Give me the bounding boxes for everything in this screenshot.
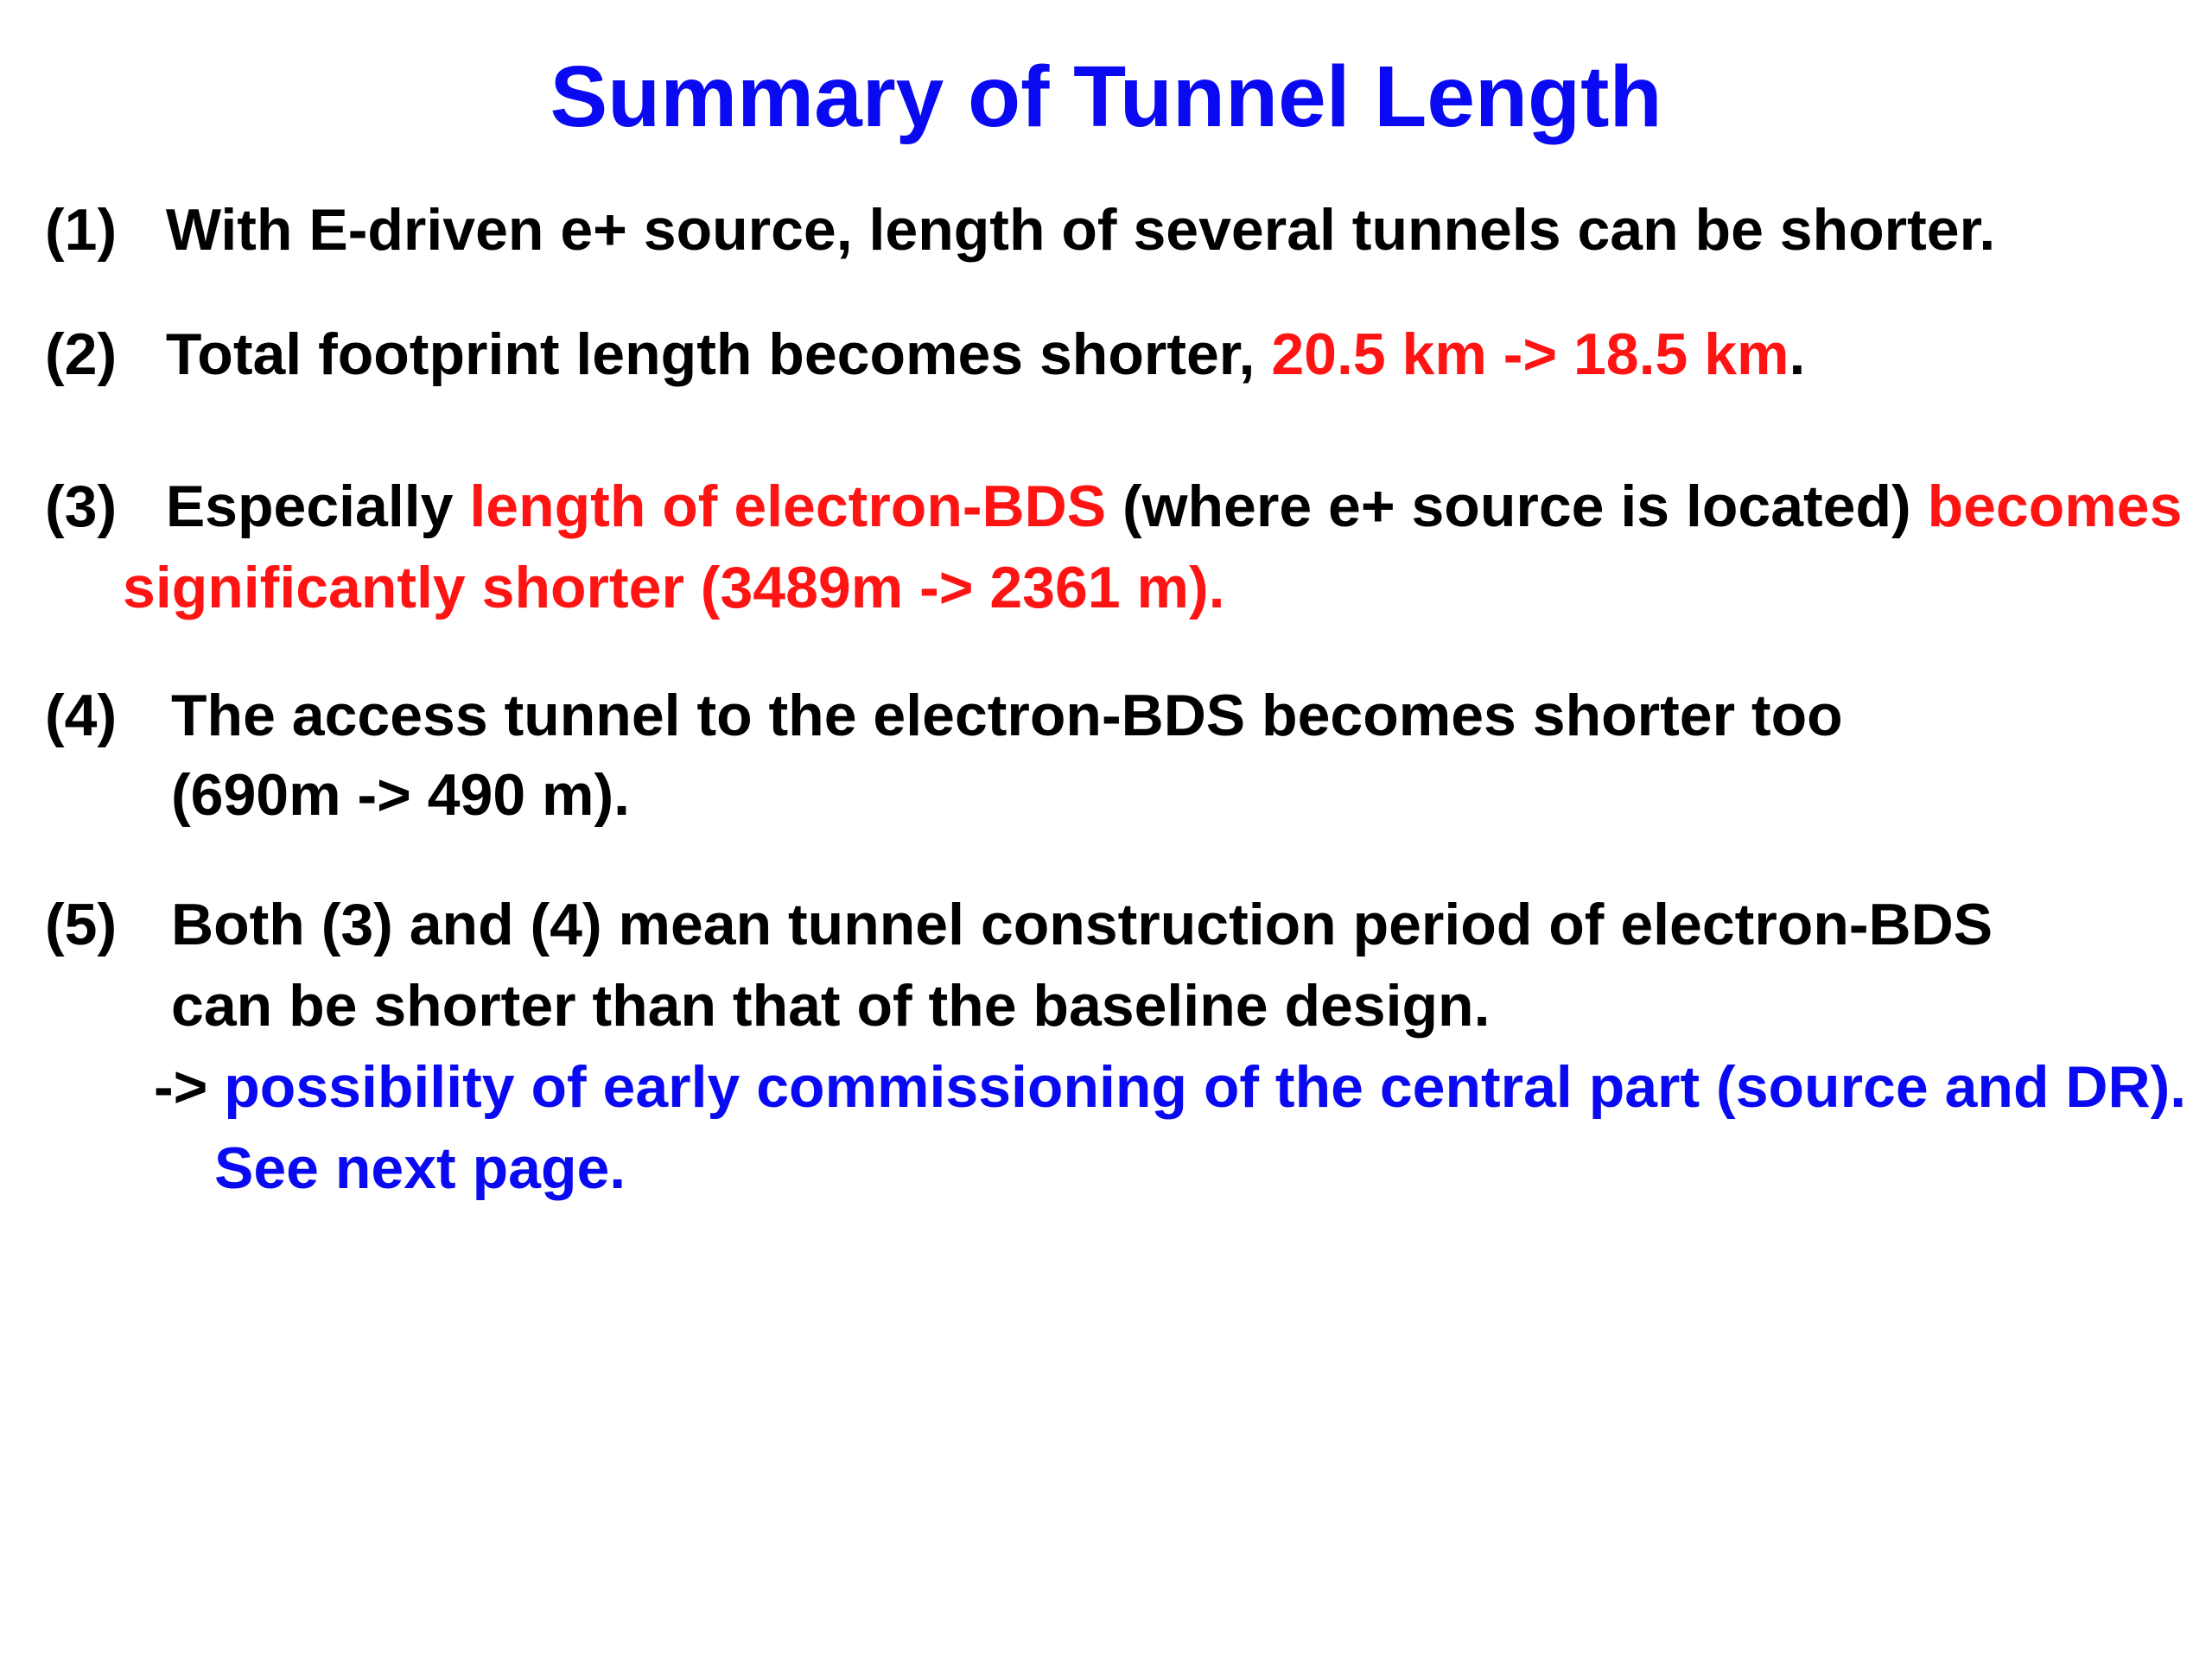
- item-4-line-2: (690m -> 490 m).: [171, 762, 631, 828]
- item-2-number: (2): [45, 321, 118, 387]
- slide-title: Summary of Tunnel Length: [550, 48, 1662, 145]
- item-2-text-after: .: [1789, 321, 1806, 387]
- item-1-number: (1): [45, 197, 118, 263]
- item-5-arrow: ->: [154, 1054, 208, 1120]
- item-2-spacer: [133, 321, 166, 387]
- item-3-number: (3): [45, 474, 118, 539]
- item-5-conclusion: [154, 1052, 2186, 1122]
- item-1-text: With E-driven e+ source, length of several tunnels can be shorter.: [165, 197, 1996, 263]
- item-3-highlight-1: length of electron-BDS: [469, 474, 1107, 539]
- item-3-text-middle: (where e+ source is located): [1122, 474, 1911, 539]
- item-5-number: (5): [45, 892, 118, 957]
- item-5-conclusion-text: possibility of early commissioning of the central part (source and DR).: [224, 1054, 2187, 1120]
- item-4-line-1: [45, 681, 1843, 750]
- item-3-spacer: [133, 474, 166, 539]
- item-5-line-1-text: Both (3) and (4) mean tunnel construction period of electron-BDS: [171, 892, 1993, 957]
- item-1: [45, 195, 1995, 264]
- item-5-line-1: [45, 890, 1993, 959]
- item-5-line-2: can be shorter than that of the baseline design.: [171, 973, 1491, 1039]
- item-5-see-next: See next page.: [214, 1135, 626, 1201]
- item-2-highlight: 20.5 km -> 18.5 km: [1271, 321, 1789, 387]
- item-3-text-before: Especially: [165, 474, 454, 539]
- item-1-spacer: [133, 197, 166, 263]
- item-2-text-before: Total footprint length becomes shorter,: [165, 321, 1255, 387]
- item-3-highlight-2: becomes: [1927, 474, 2183, 539]
- item-3-line-2: significantly shorter (3489m -> 2361 m).: [123, 555, 1225, 620]
- item-4-number: (4): [45, 683, 118, 748]
- item-4-line-1-text: The access tunnel to the electron-BDS becomes shorter too: [171, 683, 1843, 748]
- item-3-line-1: [45, 472, 2182, 541]
- item-2: [45, 320, 1805, 389]
